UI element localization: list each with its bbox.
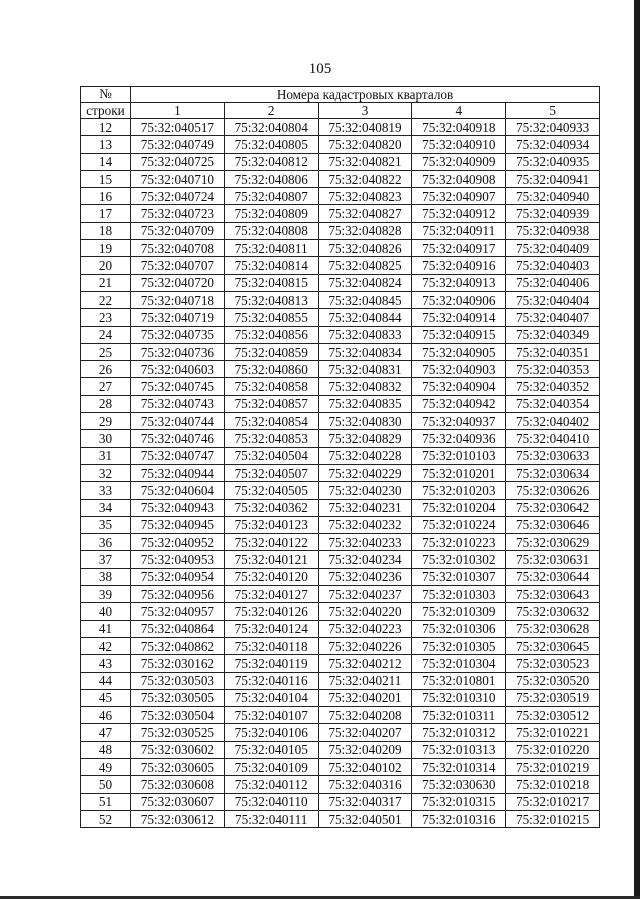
cadastral-number-cell: 75:32:040941 [506, 170, 600, 187]
cadastral-number-cell: 75:32:040112 [224, 776, 318, 793]
row-number-cell: 44 [81, 672, 131, 689]
cadastral-number-cell: 75:32:040952 [131, 534, 225, 551]
cadastral-number-cell: 75:32:040402 [506, 413, 600, 430]
cadastral-number-cell: 75:32:010316 [412, 810, 506, 827]
row-number-cell: 20 [81, 257, 131, 274]
row-number-cell: 45 [81, 689, 131, 706]
cadastral-number-cell: 75:32:040102 [318, 758, 412, 775]
table-row [81, 291, 600, 308]
cadastral-number-cell: 75:32:040353 [506, 361, 600, 378]
cadastral-number-cell: 75:32:030612 [131, 810, 225, 827]
table-row [81, 257, 600, 274]
row-number-cell: 19 [81, 240, 131, 257]
table-row [81, 655, 600, 672]
cadastral-number-cell: 75:32:040735 [131, 326, 225, 343]
page-number: 105 [308, 61, 332, 77]
row-number-cell: 41 [81, 620, 131, 637]
table-row [81, 326, 600, 343]
cadastral-number-cell: 75:32:040105 [224, 741, 318, 758]
cadastral-number-cell: 75:32:040122 [224, 534, 318, 551]
row-number-cell: 32 [81, 464, 131, 481]
row-number-cell: 26 [81, 361, 131, 378]
row-number-cell: 36 [81, 534, 131, 551]
row-number-cell: 49 [81, 758, 131, 775]
row-number-cell: 39 [81, 586, 131, 603]
cadastral-number-cell: 75:32:040912 [412, 205, 506, 222]
column-number-1: 1 [131, 103, 225, 119]
cadastral-number-cell: 75:32:010309 [412, 603, 506, 620]
cadastral-number-cell: 75:32:040746 [131, 430, 225, 447]
row-number-cell: 15 [81, 170, 131, 187]
cadastral-number-cell: 75:32:030504 [131, 707, 225, 724]
table-row [81, 430, 600, 447]
table-row [81, 637, 600, 654]
cadastral-number-cell: 75:32:040909 [412, 153, 506, 170]
cadastral-number-cell: 75:32:030631 [506, 551, 600, 568]
table-row [81, 620, 600, 637]
cadastral-number-cell: 75:32:040211 [318, 672, 412, 689]
cadastral-number-cell: 75:32:040749 [131, 136, 225, 153]
cadastral-number-cell: 75:32:040945 [131, 516, 225, 533]
cadastral-number-cell: 75:32:040825 [318, 257, 412, 274]
table-row [81, 516, 600, 533]
cadastral-number-cell: 75:32:040123 [224, 516, 318, 533]
cadastral-number-cell: 75:32:010203 [412, 482, 506, 499]
cadastral-number-cell: 75:32:040826 [318, 240, 412, 257]
cadastral-number-cell: 75:32:040111 [224, 810, 318, 827]
cadastral-number-cell: 75:32:040354 [506, 395, 600, 412]
cadastral-number-cell: 75:32:040824 [318, 274, 412, 291]
column-number-4: 4 [412, 103, 506, 119]
column-number-5: 5 [506, 103, 600, 119]
cadastral-number-cell: 75:32:010310 [412, 689, 506, 706]
cadastral-number-cell: 75:32:040835 [318, 395, 412, 412]
cadastral-number-cell: 75:32:040223 [318, 620, 412, 637]
cadastral-number-cell: 75:32:040107 [224, 707, 318, 724]
cadastral-number-cell: 75:32:040856 [224, 326, 318, 343]
cadastral-number-cell: 75:32:040104 [224, 689, 318, 706]
cadastral-number-cell: 75:32:040953 [131, 551, 225, 568]
table-row [81, 724, 600, 741]
cadastral-number-cell: 75:32:040815 [224, 274, 318, 291]
cadastral-number-cell: 75:32:040362 [224, 499, 318, 516]
cadastral-number-cell: 75:32:040943 [131, 499, 225, 516]
cadastral-number-cell: 75:32:040910 [412, 136, 506, 153]
table-row [81, 119, 600, 136]
row-number-cell: 17 [81, 205, 131, 222]
cadastral-number-cell: 75:32:030628 [506, 620, 600, 637]
table-row [81, 170, 600, 187]
cadastral-number-cell: 75:32:030523 [506, 655, 600, 672]
cadastral-number-cell: 75:32:040845 [318, 291, 412, 308]
cadastral-number-cell: 75:32:040915 [412, 326, 506, 343]
cadastral-number-cell: 75:32:040231 [318, 499, 412, 516]
table-row [81, 274, 600, 291]
cadastral-number-cell: 75:32:030520 [506, 672, 600, 689]
cadastral-number-cell: 75:32:040228 [318, 447, 412, 464]
cadastral-number-cell: 75:32:040234 [318, 551, 412, 568]
table-row [81, 672, 600, 689]
cadastral-number-cell: 75:32:030503 [131, 672, 225, 689]
cadastral-number-cell: 75:32:010201 [412, 464, 506, 481]
cadastral-number-cell: 75:32:010218 [506, 776, 600, 793]
cadastral-number-cell: 75:32:040805 [224, 136, 318, 153]
row-number-cell: 50 [81, 776, 131, 793]
cadastral-number-cell: 75:32:040725 [131, 153, 225, 170]
cadastral-number-cell: 75:32:040226 [318, 637, 412, 654]
cadastral-number-cell: 75:32:040819 [318, 119, 412, 136]
cadastral-number-cell: 75:32:040404 [506, 291, 600, 308]
cadastral-number-cell: 75:32:010224 [412, 516, 506, 533]
cadastral-number-cell: 75:32:040349 [506, 326, 600, 343]
cadastral-number-cell: 75:32:040507 [224, 464, 318, 481]
cadastral-number-cell: 75:32:030632 [506, 603, 600, 620]
cadastral-number-cell: 75:32:040745 [131, 378, 225, 395]
cadastral-number-cell: 75:32:040707 [131, 257, 225, 274]
cadastral-number-cell: 75:32:040828 [318, 222, 412, 239]
cadastral-number-cell: 75:32:010303 [412, 586, 506, 603]
cadastral-number-cell: 75:32:010801 [412, 672, 506, 689]
table-row [81, 188, 600, 205]
cadastral-number-cell: 75:32:040913 [412, 274, 506, 291]
cadastral-number-cell: 75:32:040907 [412, 188, 506, 205]
cadastral-number-cell: 75:32:040939 [506, 205, 600, 222]
cadastral-number-cell: 75:32:040109 [224, 758, 318, 775]
cadastral-number-cell: 75:32:010305 [412, 637, 506, 654]
cadastral-number-cell: 75:32:040230 [318, 482, 412, 499]
table-row [81, 586, 600, 603]
cadastral-number-cell: 75:32:030645 [506, 637, 600, 654]
cadastral-number-cell: 75:32:040121 [224, 551, 318, 568]
cadastral-number-cell: 75:32:030626 [506, 482, 600, 499]
table-row [81, 343, 600, 360]
cadastral-number-cell: 75:32:040407 [506, 309, 600, 326]
cadastral-number-cell: 75:32:040212 [318, 655, 412, 672]
cadastral-number-cell: 75:32:030644 [506, 568, 600, 585]
cadastral-number-cell: 75:32:030505 [131, 689, 225, 706]
row-number-cell: 27 [81, 378, 131, 395]
cadastral-number-cell: 75:32:010312 [412, 724, 506, 741]
cadastral-number-cell: 75:32:040911 [412, 222, 506, 239]
cadastral-number-cell: 75:32:040201 [318, 689, 412, 706]
cadastral-number-cell: 75:32:040110 [224, 793, 318, 810]
table-row [81, 205, 600, 222]
cadastral-number-cell: 75:32:010313 [412, 741, 506, 758]
row-number-cell: 33 [81, 482, 131, 499]
cadastral-number-cell: 75:32:040827 [318, 205, 412, 222]
row-number-cell: 42 [81, 637, 131, 654]
cadastral-number-cell: 75:32:030602 [131, 741, 225, 758]
cadastral-number-cell: 75:32:040120 [224, 568, 318, 585]
cadastral-number-cell: 75:32:040229 [318, 464, 412, 481]
row-number-cell: 18 [81, 222, 131, 239]
cadastral-number-cell: 75:32:040821 [318, 153, 412, 170]
cadastral-number-cell: 75:32:040820 [318, 136, 412, 153]
cadastral-number-cell: 75:32:030525 [131, 724, 225, 741]
cadastral-number-cell: 75:32:040517 [131, 119, 225, 136]
table-row [81, 413, 600, 430]
cadastral-number-cell: 75:32:040747 [131, 447, 225, 464]
cadastral-number-cell: 75:32:040814 [224, 257, 318, 274]
table-row [81, 464, 600, 481]
cadastral-number-cell: 75:32:040736 [131, 343, 225, 360]
cadastral-number-cell: 75:32:040904 [412, 378, 506, 395]
cadastral-number-cell: 75:32:040859 [224, 343, 318, 360]
row-number-cell: 48 [81, 741, 131, 758]
group-header: Номера кадастровых кварталов [131, 87, 600, 103]
cadastral-number-cell: 75:32:030643 [506, 586, 600, 603]
cadastral-number-cell: 75:32:040807 [224, 188, 318, 205]
cadastral-number-cell: 75:32:040853 [224, 430, 318, 447]
cadastral-number-cell: 75:32:040119 [224, 655, 318, 672]
row-number-cell: 46 [81, 707, 131, 724]
table-row [81, 707, 600, 724]
cadastral-number-cell: 75:32:010103 [412, 447, 506, 464]
cadastral-number-cell: 75:32:040116 [224, 672, 318, 689]
cadastral-number-cell: 75:32:040403 [506, 257, 600, 274]
cadastral-number-cell: 75:32:040830 [318, 413, 412, 430]
table-row [81, 222, 600, 239]
table-row [81, 482, 600, 499]
cadastral-number-cell: 75:32:040954 [131, 568, 225, 585]
cadastral-number-cell: 75:32:040811 [224, 240, 318, 257]
cadastral-number-cell: 75:32:040505 [224, 482, 318, 499]
cadastral-number-cell: 75:32:040936 [412, 430, 506, 447]
cadastral-number-cell: 75:32:040352 [506, 378, 600, 395]
row-number-cell: 14 [81, 153, 131, 170]
cadastral-number-cell: 75:32:040905 [412, 343, 506, 360]
row-number-cell: 25 [81, 343, 131, 360]
cadastral-number-cell: 75:32:040944 [131, 464, 225, 481]
cadastral-number-cell: 75:32:030605 [131, 758, 225, 775]
cadastral-number-cell: 75:32:010217 [506, 793, 600, 810]
table-row [81, 136, 600, 153]
cadastral-number-cell: 75:32:040804 [224, 119, 318, 136]
table-row [81, 758, 600, 775]
cadastral-number-cell: 75:32:040209 [318, 741, 412, 758]
row-number-cell: 16 [81, 188, 131, 205]
row-number-cell: 30 [81, 430, 131, 447]
cadastral-number-cell: 75:32:040857 [224, 395, 318, 412]
row-number-cell: 12 [81, 119, 131, 136]
cadastral-number-cell: 75:32:040831 [318, 361, 412, 378]
cadastral-number-cell: 75:32:040406 [506, 274, 600, 291]
cadastral-number-cell: 75:32:030519 [506, 689, 600, 706]
cadastral-number-cell: 75:32:030629 [506, 534, 600, 551]
table-row [81, 534, 600, 551]
cadastral-number-cell: 75:32:040938 [506, 222, 600, 239]
cadastral-number-cell: 75:32:040808 [224, 222, 318, 239]
column-number-2: 2 [224, 103, 318, 119]
table-row [81, 153, 600, 170]
table-row [81, 810, 600, 827]
cadastral-number-cell: 75:32:040858 [224, 378, 318, 395]
row-number-cell: 31 [81, 447, 131, 464]
cadastral-number-cell: 75:32:040743 [131, 395, 225, 412]
cadastral-number-cell: 75:32:030162 [131, 655, 225, 672]
cadastral-number-cell: 75:32:040208 [318, 707, 412, 724]
cadastral-number-cell: 75:32:040854 [224, 413, 318, 430]
table-row [81, 741, 600, 758]
cadastral-number-cell: 75:32:010204 [412, 499, 506, 516]
row-number-cell: 52 [81, 810, 131, 827]
cadastral-number-cell: 75:32:040719 [131, 309, 225, 326]
cadastral-number-cell: 75:32:040124 [224, 620, 318, 637]
cadastral-number-cell: 75:32:040935 [506, 153, 600, 170]
cadastral-number-cell: 75:32:040855 [224, 309, 318, 326]
cadastral-number-cell: 75:32:040501 [318, 810, 412, 827]
cadastral-number-cell: 75:32:030630 [412, 776, 506, 793]
cadastral-number-cell: 75:32:040908 [412, 170, 506, 187]
cadastral-number-cell: 75:32:040709 [131, 222, 225, 239]
cadastral-number-cell: 75:32:040710 [131, 170, 225, 187]
cadastral-number-cell: 75:32:040822 [318, 170, 412, 187]
cadastral-number-cell: 75:32:040806 [224, 170, 318, 187]
cadastral-number-cell: 75:32:040812 [224, 153, 318, 170]
table-row [81, 240, 600, 257]
cadastral-number-cell: 75:32:040409 [506, 240, 600, 257]
row-number-header: № [81, 87, 131, 103]
cadastral-number-cell: 75:32:040937 [412, 413, 506, 430]
row-number-cell: 37 [81, 551, 131, 568]
cadastral-number-cell: 75:32:040933 [506, 119, 600, 136]
row-number-cell: 24 [81, 326, 131, 343]
row-number-cell: 43 [81, 655, 131, 672]
cadastral-number-cell: 75:32:040118 [224, 637, 318, 654]
cadastral-number-cell: 75:32:040860 [224, 361, 318, 378]
cadastral-number-cell: 75:32:040934 [506, 136, 600, 153]
cadastral-number-cell: 75:32:030512 [506, 707, 600, 724]
row-number-cell: 40 [81, 603, 131, 620]
cadastral-number-cell: 75:32:010314 [412, 758, 506, 775]
row-number-cell: 34 [81, 499, 131, 516]
table-row [81, 447, 600, 464]
table-row [81, 309, 600, 326]
cadastral-number-cell: 75:32:010223 [412, 534, 506, 551]
cadastral-number-cell: 75:32:040604 [131, 482, 225, 499]
cadastral-number-cell: 75:32:040220 [318, 603, 412, 620]
cadastral-number-cell: 75:32:030633 [506, 447, 600, 464]
table-row [81, 395, 600, 412]
cadastral-number-cell: 75:32:040316 [318, 776, 412, 793]
cadastral-number-cell: 75:32:030608 [131, 776, 225, 793]
cadastral-number-cell: 75:32:040708 [131, 240, 225, 257]
cadastral-number-cell: 75:32:040862 [131, 637, 225, 654]
cadastral-number-cell: 75:32:040724 [131, 188, 225, 205]
cadastral-number-cell: 75:32:040833 [318, 326, 412, 343]
row-number-cell: 51 [81, 793, 131, 810]
cadastral-number-cell: 75:32:010220 [506, 741, 600, 758]
cadastral-number-cell: 75:32:010306 [412, 620, 506, 637]
table-row [81, 793, 600, 810]
cadastral-number-cell: 75:32:010307 [412, 568, 506, 585]
row-number-cell: 29 [81, 413, 131, 430]
row-number-cell: 13 [81, 136, 131, 153]
cadastral-number-cell: 75:32:040940 [506, 188, 600, 205]
table-row [81, 378, 600, 395]
cadastral-number-cell: 75:32:010311 [412, 707, 506, 724]
table-row [81, 689, 600, 706]
cadastral-number-cell: 75:32:040718 [131, 291, 225, 308]
cadastral-number-cell: 75:32:040942 [412, 395, 506, 412]
row-number-cell: 23 [81, 309, 131, 326]
cadastral-number-cell: 75:32:010304 [412, 655, 506, 672]
cadastral-number-cell: 75:32:040956 [131, 586, 225, 603]
cadastral-number-cell: 75:32:040916 [412, 257, 506, 274]
cadastral-number-cell: 75:32:030642 [506, 499, 600, 516]
cadastral-number-cell: 75:32:040906 [412, 291, 506, 308]
row-number-cell: 35 [81, 516, 131, 533]
row-number-cell: 28 [81, 395, 131, 412]
cadastral-number-cell: 75:32:040232 [318, 516, 412, 533]
cadastral-number-cell: 75:32:040127 [224, 586, 318, 603]
cadastral-number-cell: 75:32:040809 [224, 205, 318, 222]
cadastral-number-cell: 75:32:010221 [506, 724, 600, 741]
cadastral-number-cell: 75:32:040864 [131, 620, 225, 637]
column-number-3: 3 [318, 103, 412, 119]
table-row [81, 361, 600, 378]
cadastral-number-cell: 75:32:010215 [506, 810, 600, 827]
cadastral-number-cell: 75:32:040903 [412, 361, 506, 378]
cadastral-number-cell: 75:32:040844 [318, 309, 412, 326]
table-body [81, 119, 600, 828]
cadastral-number-cell: 75:32:040917 [412, 240, 506, 257]
cadastral-number-cell: 75:32:040106 [224, 724, 318, 741]
cadastral-number-cell: 75:32:040233 [318, 534, 412, 551]
row-number-cell: 47 [81, 724, 131, 741]
cadastral-number-cell: 75:32:030646 [506, 516, 600, 533]
table-row [81, 776, 600, 793]
cadastral-number-cell: 75:32:040126 [224, 603, 318, 620]
cadastral-number-cell: 75:32:040720 [131, 274, 225, 291]
cadastral-number-cell: 75:32:040351 [506, 343, 600, 360]
row-number-cell: 21 [81, 274, 131, 291]
cadastral-quarters-table [80, 86, 600, 828]
cadastral-number-cell: 75:32:040834 [318, 343, 412, 360]
cadastral-number-cell: 75:32:040813 [224, 291, 318, 308]
cadastral-number-cell: 75:32:040918 [412, 119, 506, 136]
table-row [81, 499, 600, 516]
table-row [81, 603, 600, 620]
cadastral-number-cell: 75:32:040744 [131, 413, 225, 430]
cadastral-number-cell: 75:32:040207 [318, 724, 412, 741]
scan-edge-right [634, 0, 640, 899]
cadastral-number-cell: 75:32:040957 [131, 603, 225, 620]
row-number-cell: 22 [81, 291, 131, 308]
cadastral-number-cell: 75:32:040914 [412, 309, 506, 326]
row-number-cell: 38 [81, 568, 131, 585]
cadastral-number-cell: 75:32:040237 [318, 586, 412, 603]
cadastral-number-cell: 75:32:040504 [224, 447, 318, 464]
cadastral-number-cell: 75:32:040829 [318, 430, 412, 447]
cadastral-number-cell: 75:32:040317 [318, 793, 412, 810]
cadastral-number-cell: 75:32:040236 [318, 568, 412, 585]
cadastral-number-cell: 75:32:040832 [318, 378, 412, 395]
cadastral-number-cell: 75:32:030607 [131, 793, 225, 810]
row-number-header-caption: строки [81, 103, 131, 119]
table-row [81, 568, 600, 585]
cadastral-number-cell: 75:32:010219 [506, 758, 600, 775]
cadastral-number-cell: 75:32:010315 [412, 793, 506, 810]
table-row [81, 551, 600, 568]
cadastral-number-cell: 75:32:040603 [131, 361, 225, 378]
cadastral-number-cell: 75:32:010302 [412, 551, 506, 568]
cadastral-number-cell: 75:32:040823 [318, 188, 412, 205]
cadastral-number-cell: 75:32:030634 [506, 464, 600, 481]
cadastral-number-cell: 75:32:040723 [131, 205, 225, 222]
cadastral-number-cell: 75:32:040410 [506, 430, 600, 447]
